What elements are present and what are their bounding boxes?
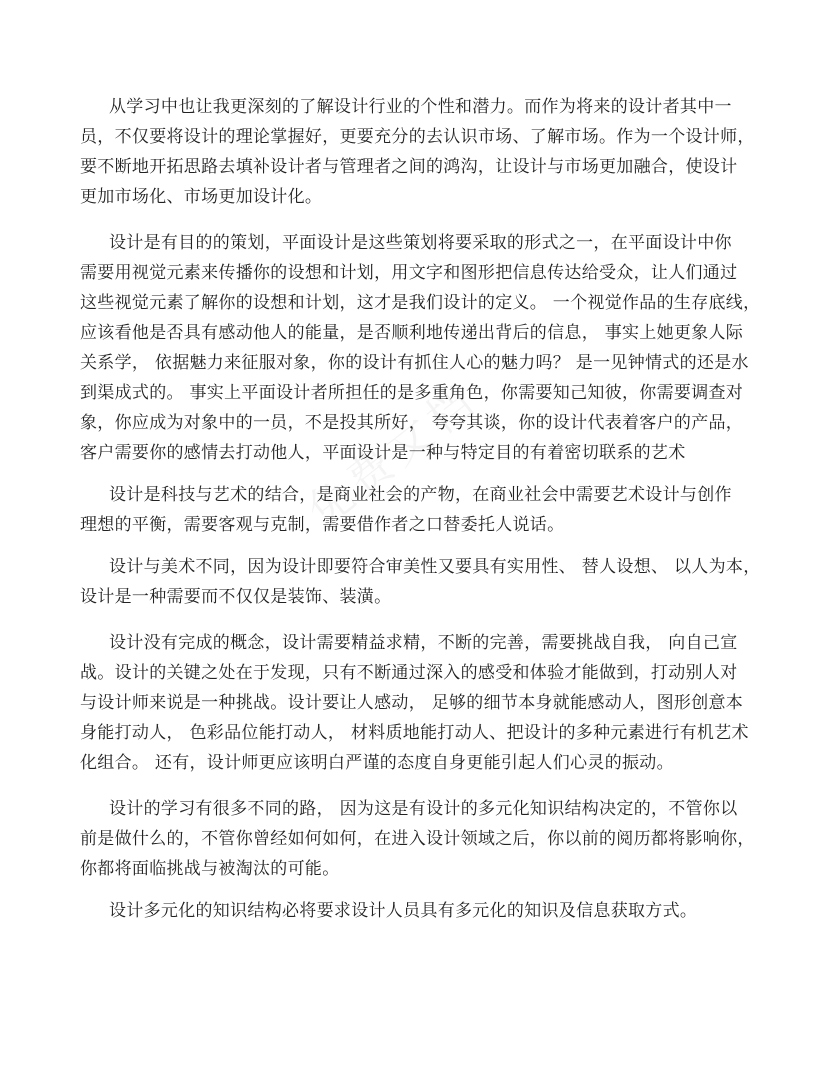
paragraph-3-line-2: 理想的平衡，需要客观与克制，需要借作者之口替委托人说话。 [80, 515, 565, 535]
paragraph-4-line-1: 设计与美术不同，因为设计即要符合审美性又要具有实用性、 替人设想、 以人为本， [109, 557, 761, 577]
paragraph-5-line-2: 战。设计的关键之处在于发现，只有不断通过深入的感受和体验才能做到，打动别人对 [80, 663, 738, 683]
paragraph-5-line-1: 设计没有完成的概念，设计需要精益求精，不断的完善，需要挑战自我， 向自己宣 [109, 633, 738, 653]
paragraph-6-line-3: 你都将面临挑战与被淘汰的可能。 [80, 859, 340, 879]
paragraph-5-line-3: 与设计师来说是一种挑战。设计要让人感动， 足够的细节本身就能感动人，图形创意本 [80, 693, 744, 713]
paragraph-2-line-4: 应该看他是否具有感动他人的能量，是否顺利地传递出背后的信息， 事实上她更象人际 [80, 323, 744, 343]
paragraph-2-line-6: 到渠成式的。 事实上平面设计者所担任的是多重角色，你需要知己知彼，你需要调查对 [80, 383, 744, 403]
paragraph-2-line-5: 关系学， 依据魅力来征服对象，你的设计有抓住人心的魅力吗？ 是一见钟情式的还是水 [80, 353, 749, 373]
paragraph-2-line-8: 客户需要你的感情去打动他人，平面设计是一种与特定目的有着密切联系的艺术 [80, 443, 686, 463]
paragraph-5-line-4: 身能打动人， 色彩品位能打动人， 材料质地能打动人、把设计的多种元素进行有机艺术 [80, 723, 749, 743]
paragraph-2-line-2: 需要用视觉元素来传播你的设想和计划，用文字和图形把信息传达给受众，让人们通过 [80, 263, 738, 283]
paragraph-6-line-1: 设计的学习有很多不同的路， 因为这是有设计的多元化知识结构决定的，不管你以 [109, 799, 738, 819]
paragraph-1-line-1: 从学习中也让我更深刻的了解设计行业的个性和潜力。而作为将来的设计者其中一 [109, 97, 732, 117]
paragraph-1-line-3: 要不断地开拓思路去填补设计者与管理者之间的鸿沟，让设计与市场更加融合，使设计 [80, 157, 738, 177]
paragraph-2-line-7: 象，你应成为对象中的一员，不是投其所好， 夸夸其谈，你的设计代表着客户的产品， [80, 413, 744, 433]
paragraph-2-line-3: 这些视觉元素了解你的设想和计划，这才是我们设计的定义。 一个视觉作品的生存底线， [80, 293, 761, 313]
paragraph-3-line-1: 设计是科技与艺术的结合，是商业社会的产物，在商业社会中需要艺术设计与创作 [109, 485, 732, 505]
paragraph-5-line-5: 化组合。 还有，设计师更应该明白严谨的态度自身更能引起人们心灵的振动。 [80, 753, 674, 773]
paragraph-6-line-2: 前是做什么的，不管你曾经如何如何，在进入设计领域之后，你以前的阅历都将影响你， [80, 829, 755, 849]
paragraph-7-line-1: 设计多元化的知识结构必将要求设计人员具有多元化的知识及信息获取方式。 [109, 901, 698, 921]
paragraph-1-line-4: 更加市场化、市场更加设计化。 [80, 187, 323, 207]
paragraph-2-line-1: 设计是有目的的策划，平面设计是这些策划将要采取的形式之一，在平面设计中你 [109, 233, 732, 253]
paragraph-4-line-2: 设计是一种需要而不仅仅是装饰、装潢。 [80, 587, 392, 607]
paragraph-1-line-2: 员，不仅要将设计的理论掌握好，更要充分的去认识市场、了解市场。作为一个设计师， [80, 127, 755, 147]
